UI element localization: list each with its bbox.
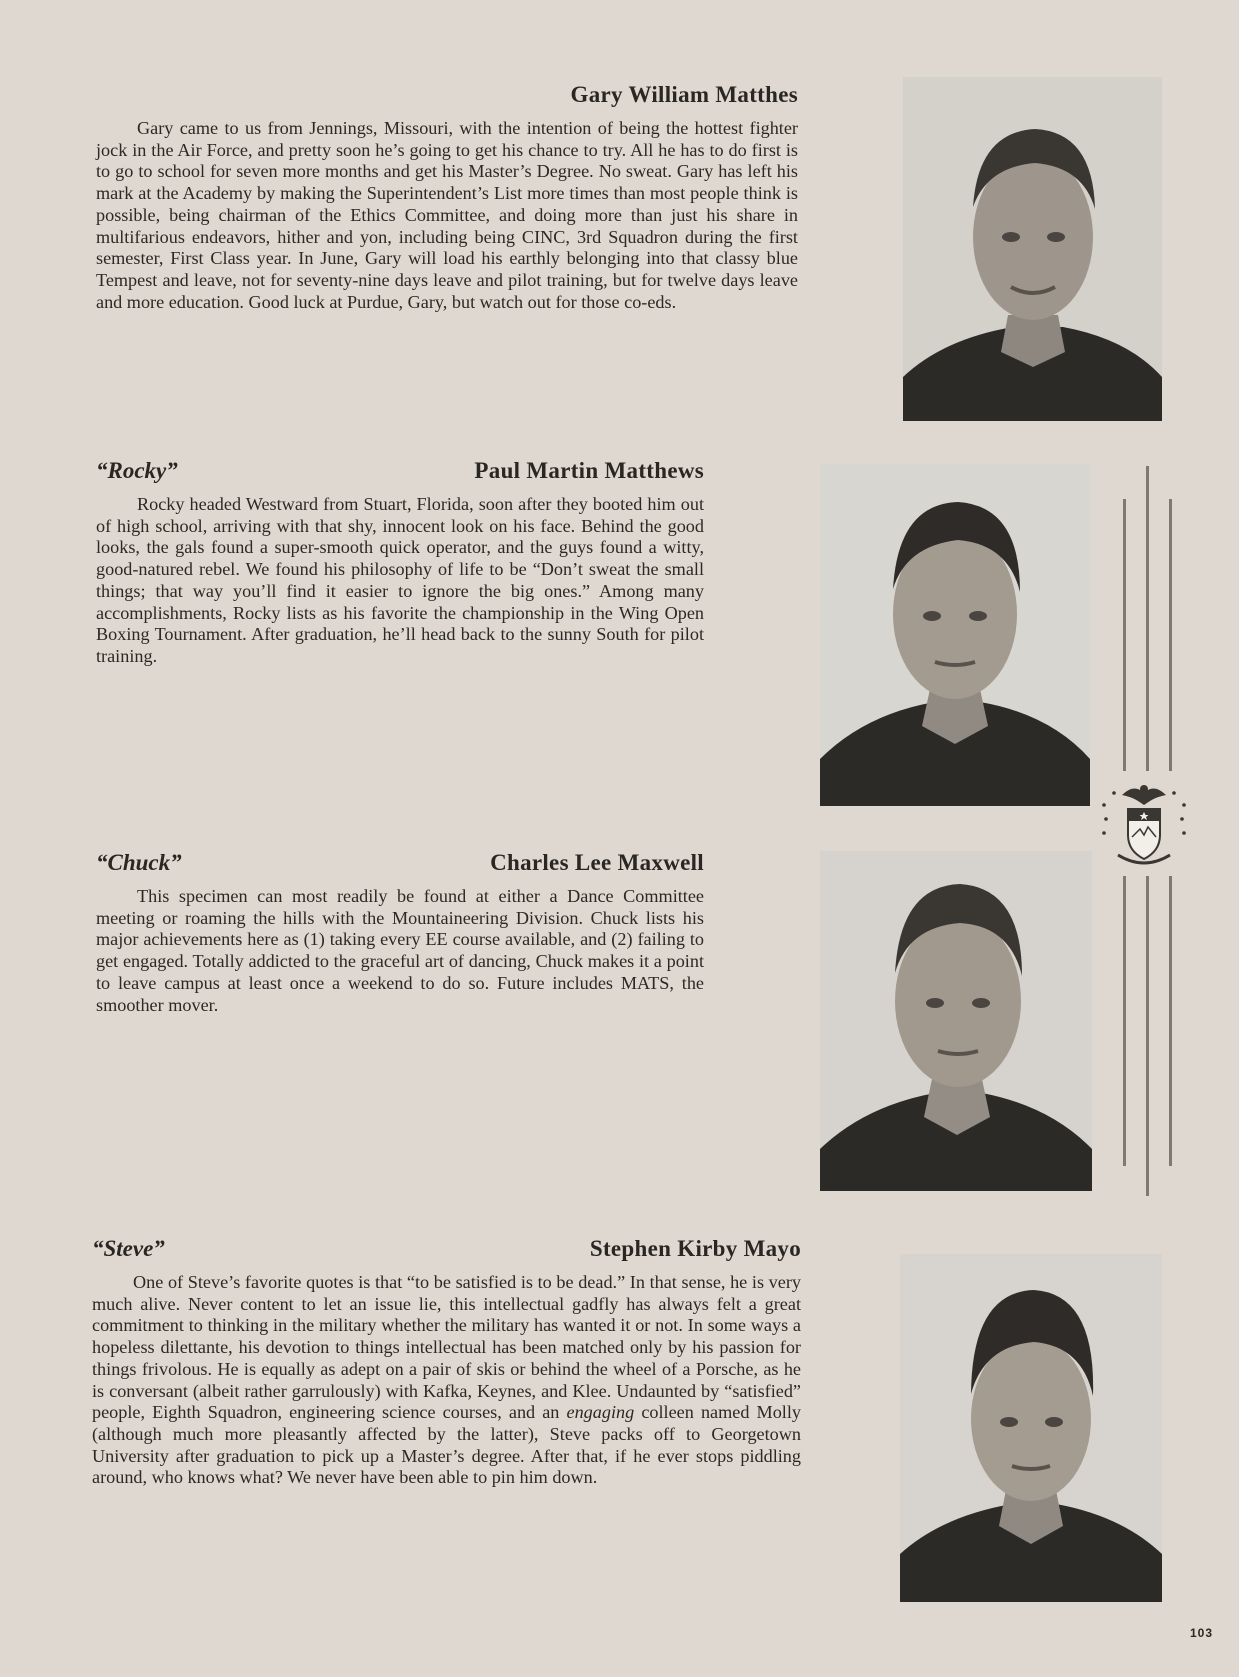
portrait-photo xyxy=(900,1254,1162,1602)
entry-header xyxy=(96,458,704,484)
portrait-photo xyxy=(820,851,1092,1191)
entry-header xyxy=(96,82,798,108)
air-force-academy-crest-icon xyxy=(1096,775,1192,871)
entry-bio: Gary came to us from Jennings, Missouri, with the intention of being the hottest fighter jock in the Air Force, and pretty soon he’s going to get his chance to try. All he has to do first is to go to school for seven more months and get his Master’s Degree. No sweat. Gary has left his mark at the Academy by making the Superintendent’s List more times than most people think is possible, being chairman of the Ethics Committee, and doing more than just his share in multifarious endeavors, hither and yon, including being CINC, 3rd Squadron during the first semester, First Class year. In June, Gary will load his earthly belonging into that classy blue Tempest and leave, not for seventy-nine days leave and pilot training, but for twelve days leave and more education. Good luck at Purdue, Gary, but watch out for those co-eds. xyxy=(96,118,798,312)
entry-header xyxy=(92,1236,801,1262)
portrait-silhouette xyxy=(820,464,1090,806)
entry-nickname: “Rocky” xyxy=(96,458,178,483)
entry-mayo-stephen xyxy=(92,1236,801,1489)
decorative-rule xyxy=(1169,499,1172,771)
entry-header xyxy=(96,850,704,876)
bio-text: One of Steve’s favorite quotes is that “to be satisfied is to be dead.” In that sense, he is very much alive. Never content to let an issue lie, this intellectual gadfly has always felt a great commitment to thinking in the military whether the military has wanted it or not. In some ways a hopeless dilettante, his devotion to things intellectual has been matched only by his passion for things frivolous. He is equally as adept on a pair of skis or behind the wheel of a Porsche, as he is conversant (albeit rather garrulously) with Kafka, Keynes, and Klee. Undaunted by “satisfied” people, Eighth Squadron, engineering science courses, and an xyxy=(92,1272,801,1423)
entry-nickname: “Steve” xyxy=(92,1236,165,1261)
entry-matthews-paul xyxy=(96,458,704,668)
decorative-rule xyxy=(1123,876,1126,1166)
entry-bio xyxy=(92,1272,801,1489)
bio-emphasis: engaging xyxy=(566,1402,635,1423)
portrait-silhouette xyxy=(900,1254,1162,1602)
portrait-silhouette xyxy=(903,77,1162,421)
entry-name: Gary William Matthes xyxy=(570,82,798,107)
portrait-photo xyxy=(820,464,1090,806)
entry-name: Charles Lee Maxwell xyxy=(490,850,704,875)
decorative-rule xyxy=(1169,876,1172,1166)
entry-maxwell-charles xyxy=(96,850,704,1016)
entry-bio: Rocky headed Westward from Stuart, Florida, soon after they booted him out of high school, arriving with that shy, innocent look on his face. Behind the good looks, the gals found a super-smooth quick operator, and the guys found a witty, good-natured rebel. We found his philosophy of life to be “Don’t sweat the small things; that way you’ll find it easier to ignore the big ones.” Among many accomplishments, Rocky lists as his favorite the championship in the Wing Open Boxing Tournament. After graduation, he’ll head back to the sunny South for pilot training. xyxy=(96,494,704,666)
entry-nickname: “Chuck” xyxy=(96,850,182,875)
decorative-rule xyxy=(1146,876,1149,1196)
bio-text: colleen named Molly (although much more pleasantly affected by the latter), Steve packs off to Georgetown University after graduation to pick up a Master’s degree. After that, if he ever stops piddling around, who knows what? We never have been able to pin him down. xyxy=(92,1402,801,1488)
entry-matthes-gary xyxy=(96,82,798,313)
entry-bio: This specimen can most readily be found at either a Dance Committee meeting or roaming the hills with the Mountaineering Division. Chuck lists his major achievements here as (1) taking every EE course available, and (2) failing to get engaged. Totally addicted to the graceful art of dancing, Chuck makes it a point to leave campus at least once a weekend to do so. Future includes MATS, the smoother mover. xyxy=(96,886,704,1015)
entry-name: Paul Martin Matthews xyxy=(474,458,704,483)
portrait-photo xyxy=(903,77,1162,421)
portrait-silhouette xyxy=(820,851,1092,1191)
decorative-rule xyxy=(1146,466,1149,771)
page-number: 103 xyxy=(1189,1626,1213,1640)
entry-name: Stephen Kirby Mayo xyxy=(589,1236,801,1261)
decorative-rule xyxy=(1123,499,1126,771)
crest-icon xyxy=(1096,775,1192,871)
